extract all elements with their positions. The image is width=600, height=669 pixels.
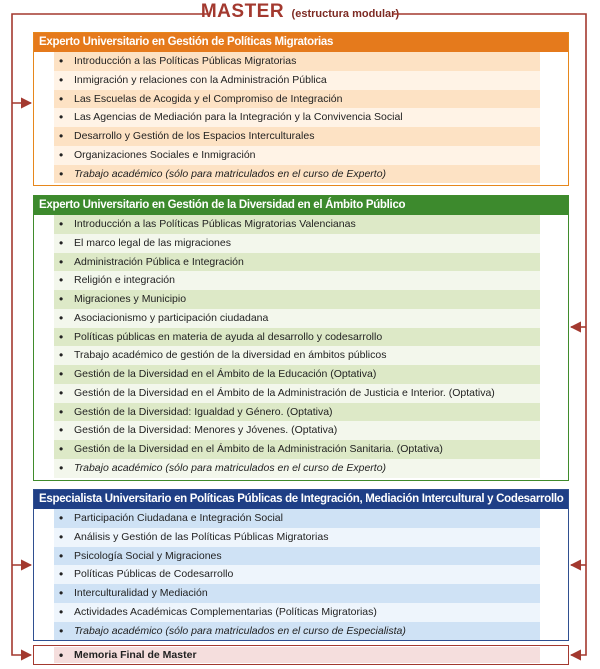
title-main: MASTER xyxy=(200,1,285,22)
course-item: • Asociacionismo y participación ciudadana xyxy=(54,309,540,328)
course-item: • Trabajo académico de gestión de la diversidad en ámbitos públicos xyxy=(54,346,540,365)
course-item-trabajo: • Trabajo académico (sólo para matriculados en el curso de Experto) xyxy=(54,459,540,478)
course-item: • Las Agencias de Mediación para la Integración y la Convivencia Social xyxy=(54,108,540,127)
course-item: • Interculturalidad y Mediación xyxy=(54,584,540,603)
module-especialista-integracion xyxy=(33,489,569,641)
course-item-trabajo: • Trabajo académico (sólo para matriculados en el curso de Experto) xyxy=(54,165,540,184)
course-item: • Gestión de la Diversidad en el Ámbito de la Administración Sanitaria. (Optativa) xyxy=(54,440,540,459)
memoria-final-label: • Memoria Final de Master xyxy=(54,647,540,663)
course-list xyxy=(34,52,568,183)
course-item: • Las Escuelas de Acogida y el Compromiso de Integración xyxy=(54,90,540,109)
course-item: • Inmigración y relaciones con la Administración Pública xyxy=(54,71,540,90)
course-item: • Introducción a las Políticas Públicas Migratorias xyxy=(54,52,540,71)
module-header: Experto Universitario en Gestión de Políticas Migratorias xyxy=(34,33,568,52)
course-item: • Políticas públicas en materia de ayuda al desarrollo y codesarrollo xyxy=(54,328,540,347)
course-list xyxy=(34,215,568,478)
course-item: • El marco legal de las migraciones xyxy=(54,234,540,253)
course-item: • Religión e integración xyxy=(54,271,540,290)
module-experto-politicas-migratorias xyxy=(33,32,569,186)
course-list xyxy=(34,509,568,640)
module-memoria-final xyxy=(33,645,569,665)
module-experto-gestion-diversidad xyxy=(33,195,569,481)
course-item: • Gestión de la Diversidad en el Ámbito de la Educación (Optativa) xyxy=(54,365,540,384)
course-item: • Introducción a las Políticas Públicas Migratorias Valencianas xyxy=(54,215,540,234)
course-item: • Organizaciones Sociales e Inmigración xyxy=(54,146,540,165)
course-item: • Gestión de la Diversidad: Igualdad y Género. (Optativa) xyxy=(54,403,540,422)
course-item-trabajo: • Trabajo académico (sólo para matriculados en el curso de Especialista) xyxy=(54,622,540,641)
course-item: • Gestión de la Diversidad: Menores y Jóvenes. (Optativa) xyxy=(54,421,540,440)
course-item: • Análisis y Gestión de las Políticas Públicas Migratorias xyxy=(54,528,540,547)
course-item: • Gestión de la Diversidad en el Ámbito de la Administración de Justicia e Interior. (Optativa) xyxy=(54,384,540,403)
course-item: • Participación Ciudadana e Integración Social xyxy=(54,509,540,528)
course-item: • Desarrollo y Gestión de los Espacios Interculturales xyxy=(54,127,540,146)
course-item: • Políticas Públicas de Codesarrollo xyxy=(54,565,540,584)
course-item: • Psicología Social y Migraciones xyxy=(54,547,540,566)
course-item: • Actividades Académicas Complementarias (Políticas Migratorias) xyxy=(54,603,540,622)
course-item: • Administración Pública e Integración xyxy=(54,253,540,272)
module-header: Especialista Universitario en Políticas Públicas de Integración, Mediación Intercultural y Codesarrollo xyxy=(34,490,568,509)
course-item: • Migraciones y Municipio xyxy=(54,290,540,309)
module-header: Experto Universitario en Gestión de la Diversidad en el Ámbito Público xyxy=(34,196,568,215)
title-subtitle: (estructura modular) xyxy=(291,8,400,20)
